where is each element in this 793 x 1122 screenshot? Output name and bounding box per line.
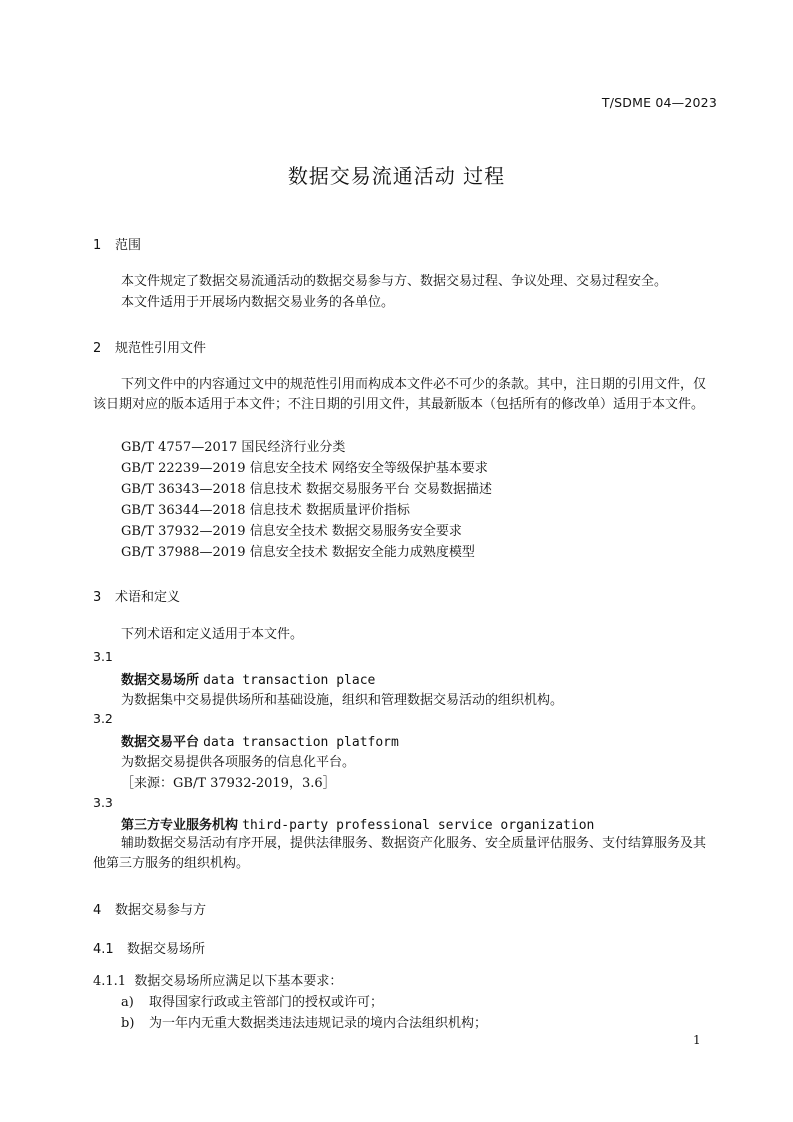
term-en: data transaction platform <box>203 735 399 750</box>
reference-item: GB/T 36344—2018 信息技术 数据质量评价指标 <box>121 503 410 518</box>
document-title: 数据交易流通活动 过程 <box>287 164 506 188</box>
section-1-heading <box>93 234 141 253</box>
term-entry <box>121 731 399 750</box>
reference-item: GB/T 4757—2017 国民经济行业分类 <box>121 440 346 455</box>
clause-number: 4.1.1 <box>93 974 127 989</box>
term-definition: 为数据集中交易提供场所和基础设施，组织和管理数据交易活动的组织机构。 <box>121 693 564 708</box>
section-title: 范围 <box>115 238 142 253</box>
term-entry <box>121 669 375 688</box>
normative-references-paragraph: 下列文件中的内容通过文中的规范性引用而构成本文件必不可少的条款。其中，注日期的引用文件，仅该日期对应的版本适用于本文件；不注日期的引用文件，其最新版本（包括所有的修改单）适用于本文件。 <box>93 377 707 412</box>
list-marker: a) <box>121 995 134 1010</box>
reference-item: GB/T 22239—2019 信息安全技术 网络安全等级保护基本要求 <box>121 461 488 476</box>
section-4-heading <box>93 899 206 918</box>
section-number: 3 <box>93 590 102 605</box>
scope-paragraph-1: 本文件规定了数据交易流通活动的数据交易参与方、数据交易过程、争议处理、交易过程安全。 <box>121 274 668 289</box>
term-source: ［来源：GB/T 37932-2019，3.6］ <box>121 776 336 791</box>
term-en: data transaction place <box>203 673 376 688</box>
list-text: 为一年内无重大数据类违法违规记录的境内合法组织机构； <box>149 1016 488 1031</box>
term-number: 3.3 <box>93 795 113 810</box>
scope-paragraph-2: 本文件适用于开展场内数据交易业务的各单位。 <box>121 295 395 310</box>
section-title: 数据交易参与方 <box>115 903 207 918</box>
term-number: 3.2 <box>93 711 113 726</box>
reference-item: GB/T 37988—2019 信息安全技术 数据安全能力成熟度模型 <box>121 545 475 560</box>
term-entry <box>121 814 594 833</box>
clause-4-1-1 <box>93 970 342 989</box>
section-number: 1 <box>93 238 102 253</box>
term-definition: 为数据交易提供各项服务的信息化平台。 <box>121 755 356 770</box>
section-number: 2 <box>93 341 102 356</box>
reference-item: GB/T 37932—2019 信息安全技术 数据交易服务安全要求 <box>121 524 462 539</box>
term-number: 3.1 <box>93 649 113 664</box>
term-en: third-party professional service organization <box>242 818 595 833</box>
section-title: 规范性引用文件 <box>115 341 207 356</box>
list-item <box>121 991 383 1010</box>
terms-intro: 下列术语和定义适用于本文件。 <box>121 627 304 642</box>
section-2-heading <box>93 337 206 356</box>
section-number: 4 <box>93 903 102 918</box>
reference-item: GB/T 36343—2018 信息技术 数据交易服务平台 交易数据描述 <box>121 482 492 497</box>
section-3-heading <box>93 586 180 605</box>
clause-text: 数据交易场所应满足以下基本要求： <box>134 974 343 989</box>
list-marker: b) <box>121 1016 135 1031</box>
document-code: T/SDME 04—2023 <box>601 95 717 110</box>
subsection-title: 数据交易场所 <box>127 942 206 957</box>
term-zh: 数据交易场所 <box>121 673 200 688</box>
subsection-number: 4.1 <box>93 942 114 957</box>
subsection-4-1-heading <box>93 938 205 957</box>
term-zh: 第三方专业服务机构 <box>121 818 239 833</box>
list-item <box>121 1012 487 1031</box>
list-text: 取得国家行政或主管部门的授权或许可； <box>149 995 384 1010</box>
term-definition: 辅助数据交易活动有序开展，提供法律服务、数据资产化服务、安全质量评估服务、支付结算服务及其他第三方服务的组织机构。 <box>93 836 707 871</box>
section-title: 术语和定义 <box>115 590 181 605</box>
term-zh: 数据交易平台 <box>121 735 200 750</box>
page-number: 1 <box>693 1033 701 1047</box>
